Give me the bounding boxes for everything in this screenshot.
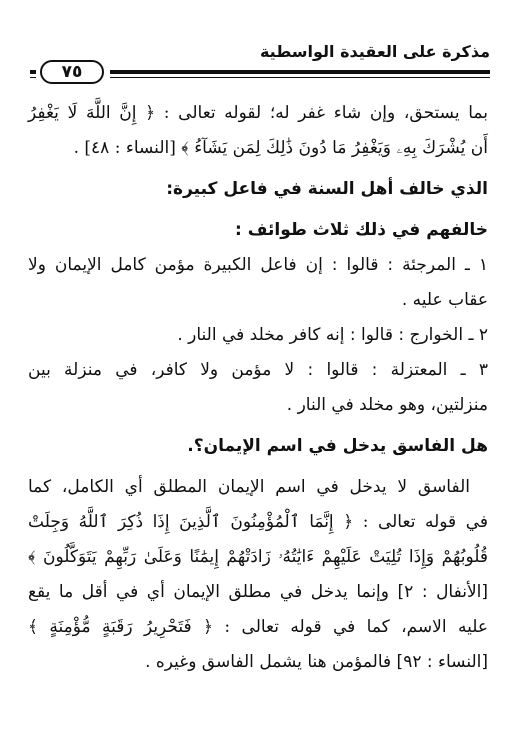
- section-heading: هل الفاسق يدخل في اسم الإيمان؟.: [187, 436, 488, 456]
- list-item: ٣ ـ المعتزلة : قالوا : لا مؤمن ولا كافر، في منزلة بين: [28, 360, 488, 380]
- paragraph-line: عليه الاسم، كما في قوله تعالى : ﴿ فَتَحْرِيرُ رَقَبَةٍ مُّؤْمِنَةٍ ﴾: [28, 617, 488, 637]
- list-item-continuation: عقاب عليه .: [401, 290, 488, 310]
- text-line: بما يستحق، وإن شاء غفر له؛ لقوله تعالى : ﴿ إِنَّ اللَّهَ لَا يَغْفِرُ: [28, 103, 488, 123]
- page-number: ٧٥: [40, 60, 104, 84]
- page-header: [30, 42, 490, 82]
- paragraph-line: الفاسق لا يدخل في اسم الإيمان المطلق أي الكامل، كما: [28, 477, 470, 497]
- list-item: ٢ ـ الخوارج : قالوا : إنه كافر مخلد في النار .: [177, 325, 488, 345]
- text-line: أَن يُشْرَكَ بِهِۦ وَيَغْفِرُ مَا دُونَ ذَٰلِكَ لِمَن يَشَآءُ ﴾ [النساء : ٤٨] .: [73, 138, 488, 158]
- paragraph-line: [النساء : ٩٢] فالمؤمن هنا يشمل الفاسق وغيره .: [145, 652, 488, 672]
- page-body: [28, 96, 488, 680]
- header-rule-thick: [110, 70, 490, 74]
- paragraph-line: قُلُوبُهُمْ وَإِذَا تُلِيَتْ عَلَيْهِمْ ءَايَٰتُهُۥ زَادَتْهُمْ إِيمَٰنًا وَعَلَىٰ رَبِّهِمْ يَتَوَكَّلُونَ ﴾: [28, 547, 488, 567]
- running-title: مذكرة على العقيدة الواسطية: [259, 42, 490, 61]
- list-item: ١ ـ المرجئة : قالوا : إن فاعل الكبيرة مؤمن كامل الإيمان ولا: [28, 255, 488, 275]
- header-rule-thin: [110, 77, 490, 78]
- paragraph-line: في قوله تعالى : ﴿ إِنَّمَا ٱلْمُؤْمِنُونَ ٱلَّذِينَ إِذَا ذُكِرَ ٱللَّهُ وَجِلَتْ: [28, 512, 488, 532]
- paragraph-line: [الأنفال : ٢] وإنما يدخل في مطلق الإيمان أي في أقل ما يقع: [28, 582, 488, 602]
- header-rule-left-thin: [30, 77, 36, 78]
- section-heading: الذي خالف أهل السنة في فاعل كبيرة:: [166, 179, 488, 199]
- list-item-continuation: منزلتين، وهو مخلد في النار .: [286, 395, 488, 415]
- subsection-heading: خالفهم في ذلك ثلاث طوائف :: [235, 220, 488, 240]
- header-rule-left-thick: [30, 70, 36, 74]
